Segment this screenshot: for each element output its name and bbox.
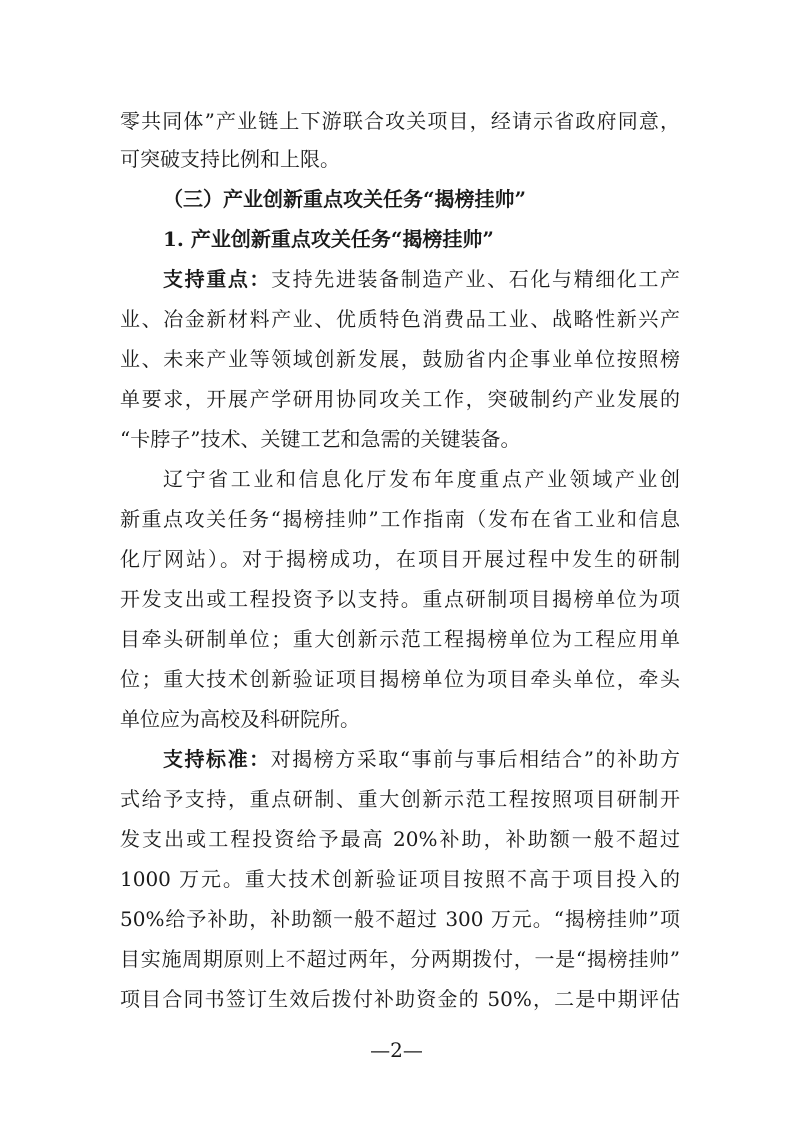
paragraph-line: 项目合同书签订生效后拨付补助资金的 50%，二是中期评估 (120, 987, 680, 1011)
paragraph-line (163, 745, 680, 773)
paragraph-line: 1000 万元。重大技术创新验证项目按照不高于项目投入的 (120, 867, 680, 891)
paragraph-line: 零共同体”产业链上下游联合攻关项目，经请示省政府同意， (120, 109, 680, 133)
page-number: —2— (370, 1038, 423, 1062)
paragraph-line: 50%给予补助，补助额一般不超过 300 万元。“揭榜挂帅”项 (120, 907, 680, 931)
paragraph-line: 可突破支持比例和上限。 (120, 147, 340, 171)
paragraph-line: 新重点攻关任务“揭榜挂帅”工作指南（发布在省工业和信息 (120, 507, 680, 531)
support-standard-label: 支持标准： (163, 747, 271, 771)
paragraph-line: 业、未来产业等领域创新发展，鼓励省内企事业单位按照榜 (120, 347, 680, 371)
paragraph-line: 化厅网站）。对于揭榜成功，在项目开展过程中发生的研制 (120, 547, 680, 571)
paragraph-line (163, 265, 680, 293)
paragraph-line: 开发支出或工程投资予以支持。重点研制项目揭榜单位为项 (120, 587, 680, 611)
paragraph-line: 单要求，开展产学研用协同攻关工作，突破制约产业发展的 (120, 387, 680, 411)
paragraph-line: 单位应为高校及科研院所。 (120, 707, 360, 731)
support-focus-label: 支持重点： (163, 267, 272, 291)
paragraph-line: “卡脖子”技术、关键工艺和急需的关键装备。 (120, 427, 521, 451)
paragraph-line: 辽宁省工业和信息化厅发布年度重点产业领域产业创 (163, 467, 680, 491)
paragraph-text: 支持先进装备制造产业、石化与精细化工产 (271, 267, 680, 291)
paragraph-line: 目牵头研制单位；重大创新示范工程揭榜单位为工程应用单 (120, 627, 680, 651)
section-heading: （三）产业创新重点攻关任务“揭榜挂帅” (163, 187, 527, 211)
paragraph-text: 对揭榜方采取“事前与事后相结合”的补助方 (270, 747, 680, 771)
subsection-heading: 1. 产业创新重点攻关任务“揭榜挂帅” (163, 227, 494, 251)
paragraph-line: 位；重大技术创新验证项目揭榜单位为项目牵头单位，牵头 (120, 667, 680, 691)
paragraph-line: 目实施周期原则上不超过两年，分两期拨付，一是“揭榜挂帅” (120, 947, 680, 971)
paragraph-line: 式给予支持，重点研制、重大创新示范工程按照项目研制开 (120, 787, 680, 811)
paragraph-line: 业、冶金新材料产业、优质特色消费品工业、战略性新兴产 (120, 307, 680, 331)
paragraph-line: 发支出或工程投资给予最高 20%补助，补助额一般不超过 (120, 827, 680, 851)
